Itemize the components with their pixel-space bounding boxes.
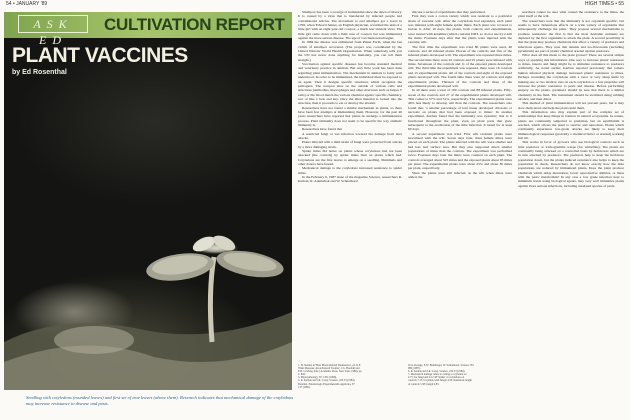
paragraph: This works in favor of growers who use biological controls such as mite predators or trichogramma wasps (for whiteflies). The plants are continually being attacked on a controlled basis by herbivores which are in turn attacked by predators. The predators help to keep the herbivore population down, but the plants induced resistance also helps to keep the population in check. Researchers do not know exactly how the mite populations are reduced by immunized plants. Does the plant produce chemicals which delay maturation, lower reproductive abilities, or mess with the pests' metabolism? In any case a low grade infection kept to minimum levels using biological agents, may very well immunize plants against more serious infections, including unrelated species of pests. — [518, 140, 624, 188]
paragraph: Since the plants were still infected, as the wilt when mites were added, the — [408, 170, 512, 180]
paragraph: Researchers have found that — [302, 127, 343, 132]
footnote: 1. H. Suzuki, in 'How Plants Defend Themselves', ed. K.F. — [298, 364, 361, 367]
footnote: 3. Phytopathology, 56: 1354 (1966). — [298, 376, 337, 380]
ask-ed-label: ASK ED — [33, 17, 73, 47]
section-title: CULTIVATION REPORT — [104, 15, 285, 34]
paragraph: discuss a series of experiments that they performed. — [412, 10, 486, 14]
footnote: 980 (1987). — [408, 367, 421, 371]
paragraph: This information also may explain part of the complex set of relationships that keep things in balance in natural ecosystems. In nature, plants are continually subjected to predation, but an equilibrium is reached, which allows the plant to survive and reproduce. Plants which continually experience low-grade attacks are likely to keep their immunological responses (probably a chemical butter or arsenal) working full tilt. — [518, 109, 624, 140]
seedling-photo — [4, 12, 292, 390]
page-number-left: 54 • JANUARY '89 — [6, 1, 48, 7]
paragraph: In all there were a total of 100 controls and 88 infested plants. Fifty-seven of the controls and 27 of the experimental plants developed wilt. This comes to 57% and 31%, respectively. The experimental plants were 46% less likely to develop wilt than the controls. The researchers also found that, 'a smaller percentage of leaf tissue developed chlorosis or necrosis on plants that had been exposed to mites.' In another experiment, Karban found that the immunity was systemic; that is it functioned throughout the plant, even on plant parts that grew subsequent to the eradication of the mite infection. It lasted for at least 60 days. — [408, 88, 512, 132]
footnote: controls 7.15; for plants with fungal 4.50: Intermode length — [408, 379, 472, 383]
paragraph: Vaccination against specific diseases has become standard medical and veterinary practice in animals. But very little work has been done regarding plant immunization. The mechanism in animals is fairly well understood. In order to be immunized, the individual must be exposed to an agent. Then it designs specific structures which recognize the pathogens. The receptor sites on the outside of various cells and structures (antibodies, macrophages and other structures such as helper T cells) or the blood match the various chemical agents' specific chemistry, sort of like a lock and key. Once the alien material is locked into the structure, then it proceeds to eat or destroy the invader. — [298, 62, 402, 106]
footnote: 4. R. Karban and J.R. Carey, Science, 225:53 (1984). — [298, 379, 356, 383]
footnote: Entomol. Entomologia Experimentalis Applicata, 37: — [298, 382, 356, 386]
paragraph: A second experiment was tried. First wilt resistant plants were inoculated with the wilt. Seven days later, three female mites were placed on each plant. The plants infected with the wilt were smaller and had less leaf surface area. But they also supported much smaller populations of mites than the controls. The experiment was performed twice. Fourteen days later the mites were counted on each plant. The controls averaged about 525 mites and the exposed plants about 95 mites per plant. The experimental plants were about 25% and about 30 mites per plant, respectively. — [408, 131, 512, 171]
footnote: 6. R. Karban and J.R. Carey, Science, 225:53 (1984). — [408, 370, 466, 374]
article-column-1 — [298, 10, 402, 360]
byline: by Ed Rosenthal — [12, 69, 67, 76]
footnote: 7. Mechanical damage refers to cutting a cotyledon on — [408, 373, 467, 377]
paragraph: Plants infected with a mild strain of fungi were protected from attacks by a more damaging strain. — [298, 140, 402, 149]
footnote: 137 (1985). — [298, 385, 311, 389]
article-column-3 — [518, 10, 624, 410]
article-title: PLANT VACCINES — [12, 44, 188, 67]
paragraph: A restricted fungi or wet infection lowered the damage from later attacks. — [298, 131, 402, 140]
paragraph: In 1984 the disease was eliminated from Planet Earth, when the last victim of smallpox recovered. (The project was coordinated by the United Nations' World Health Organization. When somebody tells you the UN has never done anything for humanity, you can tell them straight.) — [298, 40, 402, 62]
section-banner — [4, 12, 292, 47]
paragraph: This method of plant immunization will not prevent pests, but it may slow them down and help the plant resist them. — [518, 101, 624, 110]
footnote: 4.75: for fungi and 4:12 48 'Spider' of cotyledons on — [408, 376, 465, 380]
page-number-right: HIGH TIMES • 55 — [584, 1, 624, 7]
paragraph: Mechanical damage to the cotyledons increased resistance to spider mites. — [298, 166, 402, 175]
footnote: 2. Ibid. — [298, 373, 306, 377]
paragraph: First they took a cotton variety which was resistant to a particular strain of vascular wilt. After the cotyledons had expanded, each plant was infested with eight female spider mites. Each plant was covered to isolate it. After 16 days, the plants, both controls and experimentals, were treated with ketamine (which contains DDT, so do not use it) to kill the mites. Fourteen days after that the plants were injected with the vascular wilt. — [408, 14, 512, 45]
footnotes-column-2 — [408, 364, 512, 386]
footnote: W.A. Kosuge, E.W. Bamberger, W. Schnathorst, Science 235: — [408, 364, 475, 367]
photo-caption: Seedling with cotyledons (rounded leaves) and first set of true leaves (above them). Research indicates that mechanical damage of the cotyledons may increase resistance to disease and pests. — [26, 395, 294, 406]
footnote: 'Plant Diseases: An Advanced Treatise', J.G. Horsfall and — [298, 367, 360, 371]
paragraph: Spider mites did better on plants whose cotyledons had not been attacked (the controls) by spider mites than on plants which had. Cotyledons are the first leaves to emerge on a seedling. Mammals and other donors have feared. — [298, 149, 402, 167]
article-column-2 — [408, 10, 512, 360]
paragraph: Researchers have not found a similar mechanism in plants, so there have been few attempts at immunizing them. However, for the past 40 years researchers have reported that plants do undergo a immunization process. Plant immunity does not seem to be specific the way animals' immunity is. — [298, 105, 402, 127]
footnote: of controls 5.38; fungal 4.85. — [408, 382, 440, 386]
ask-ed-logo — [18, 15, 88, 47]
paragraph: What does all this mean to the plant grower? There are several simple ways of applying this information. One way to increase plants' resistance to mites, insects and fungi might be to stimulate resistance to predators artificially. As noted earlier, Karban reported previously that tomato human infested physical damage increased plants' resistance to mites. Perhaps wounding the cotyledons with a razor or very sharp knife by making one or two shallow cuts on each cotyledon or a few pinpricks will increase the plants' resistance to pests and disease. Before performing surgery on the plants, gardeners should be sure that there is a similar chemistry in the field. The instrument should be sterilized using rubbing alcohol, and then dried. — [518, 53, 624, 101]
paragraph: searchers cannot be sure what caused the resistance to the mites, the plant itself or the wilt. — [518, 10, 624, 19]
paragraph: Smallpox has been a scourge of humankind since the dawn of history. It is caused by a virus that is transferred by infected people and contaminated articles. The movement to end smallpox got a boost in 1796, when Edward Jenner, an English physician, scratched the skin of a little girl with an eight-year-old cowpox, a much less virulent virus. The little girl came down with a mild case of cowpox but was immunized against the more serious disease. The age of vaccination had begun. — [298, 10, 402, 41]
paragraph: The first time the experiment was tried 80 plants were used, 40 controls, and 40 infested plants. Eleven of the controls and five of the infested plants developed wilt. The experiment was repeated three times. The second time there were 22 controls and 25 plants were infested with mites. Seventeen of the controls and 11 of the exposed plants developed wilt. The third time the experiment was repeated, there were 16 controls and 15 experimental plants. All of the controls and eight of the exposed plants developed wilt. The fourth time there were 22 controls and eight experimental plants. Thirteen of the controls and three of the experimental plants developed wilt. — [408, 44, 512, 88]
paragraph: The researchers note that the immunity is not organism specific, but seems to have 'deleterious effects on a wide variety of organisms that subsequently challenge the plant.' They propose several mechanisms to promote resistance: the first is that the most desirable nutrients are depleted by the first organisms to attack the plant. A second possibility is that the plant may produce chemicals that affect a variety of predators and infectious agents. They note that tannins and iso-flavonoids (including pyrethrum) are part of plants' chemical arsenal against predators. — [518, 18, 624, 54]
footnotes-column-1 — [298, 364, 402, 389]
paragraph: In the February 6, 1987 issue of the magazine Science, researchers R. Karban, R. Adamchak and W. Schnathorst — [298, 175, 402, 184]
footnote: E.B. Cowling, Eds. (Academic Press, New York, 1980), pp. — [298, 370, 363, 374]
